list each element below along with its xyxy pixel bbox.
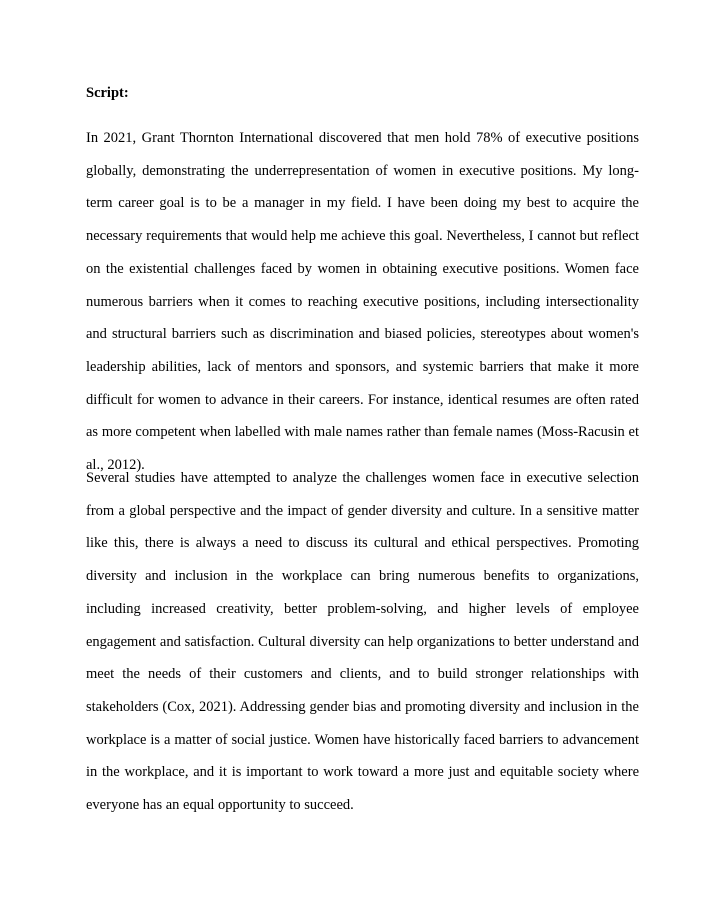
- script-heading: Script:: [86, 85, 129, 101]
- body-paragraph-2: Several studies have attempted to analyze the challenges women face in executive selection from a global perspective and the impact of gender diversity and culture. In a sensitive matter like this, there is always a need to discuss its cultural and ethical perspectives. Promoting diversity and inclusion in the workplace can bring numerous benefits to organizations, including increased creativity, better problem-solving, and higher levels of employee engagement and satisfaction. Cultural diversity can help organizations to better understand and meet the needs of their customers and clients, and to build stronger relationships with stakeholders (Cox, 2021). Addressing gender bias and promoting diversity and inclusion in the workplace is a matter of social justice. Women have historically faced barriers to advancement in the workplace, and it is important to work toward a more just and equitable society where everyone has an equal opportunity to succeed.: [86, 470, 639, 814]
- body-paragraph-1: In 2021, Grant Thornton International discovered that men hold 78% of executive positions globally, demonstrating the underrepresentation of women in executive positions. My long-term career goal is to be a manager in my field. I have been doing my best to acquire the necessary requirements that would help me achieve this goal. Nevertheless, I cannot but reflect on the existential challenges faced by women in obtaining executive positions. Women face numerous barriers when it comes to reaching executive positions, including intersectionality and structural barriers such as discrimination and biased policies, stereotypes about women's leadership abilities, lack of mentors and sponsors, and systemic barriers that make it more difficult for women to advance in their careers. For instance, identical resumes are often rated as more competent when labelled with male names rather than female names (Moss-Racusin et al., 2012).: [86, 130, 639, 474]
